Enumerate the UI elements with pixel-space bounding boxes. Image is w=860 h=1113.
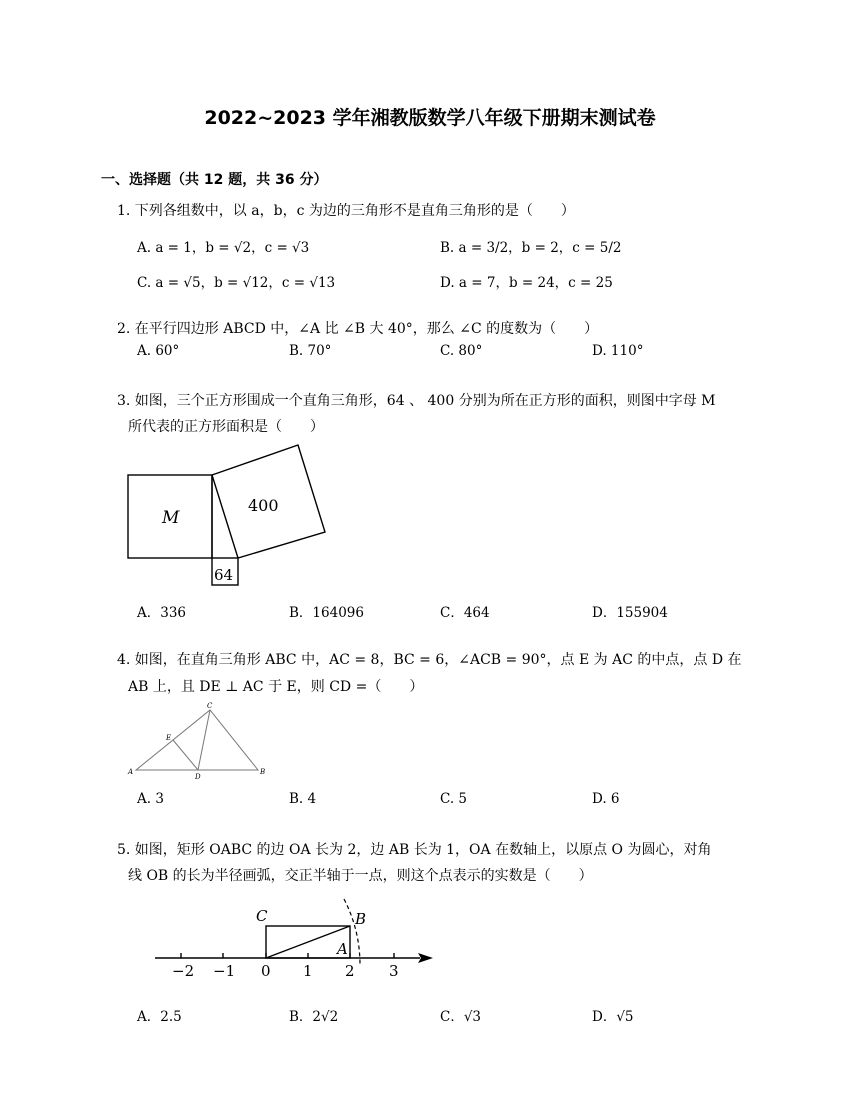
label-m: M bbox=[162, 508, 180, 528]
tick-label: −2 bbox=[172, 962, 195, 980]
q5-option-a: A．2.5 bbox=[137, 1009, 182, 1025]
q1-option-b: B. a = 3/2，b = 2，c = 5/2 bbox=[440, 240, 622, 256]
q4-option-b: B. 4 bbox=[289, 791, 317, 807]
question-1-stem: 1. 下列各组数中，以 a，b，c 为边的三角形不是直角三角形的是（ ） bbox=[117, 203, 575, 219]
q5-option-c: C．√3 bbox=[440, 1009, 482, 1025]
question-3-stem-line1: 3. 如图，三个正方形围成一个直角三角形，64 、 400 分别为所在正方形的面积，则图中字母 M bbox=[117, 393, 716, 409]
q2-option-a: A. 60° bbox=[137, 343, 180, 359]
tick-label: 0 bbox=[261, 962, 271, 980]
tick-label: 2 bbox=[345, 962, 355, 980]
label-a: A bbox=[337, 940, 348, 958]
label-b: B bbox=[355, 910, 367, 928]
question-2-stem: 2. 在平行四边形 ABCD 中，∠A 比 ∠B 大 40°，那么 ∠C 的度数为（ ） bbox=[117, 321, 599, 337]
q2-option-b: B. 70° bbox=[289, 343, 332, 359]
label-400: 400 bbox=[248, 496, 279, 515]
q3-option-d: D．155904 bbox=[592, 605, 668, 621]
section-heading: 一、选择题（共 12 题，共 36 分） bbox=[101, 172, 328, 188]
question-5-stem-line1: 5. 如图，矩形 OABC 的边 OA 长为 2，边 AB 长为 1，OA 在数轴上，以原点 O 为圆心，对角 bbox=[117, 842, 712, 858]
label-64: 64 bbox=[214, 566, 234, 584]
question-4-stem-line2: AB 上，且 DE ⊥ AC 于 E，则 CD =（ ） bbox=[128, 679, 424, 695]
label-c: C bbox=[256, 907, 268, 925]
q1-option-c: C. a = √5，b = √12，c = √13 bbox=[137, 275, 336, 291]
q4-triangle-figure bbox=[128, 702, 273, 782]
q4-option-c: C. 5 bbox=[440, 791, 468, 807]
label-a: A bbox=[128, 768, 134, 776]
label-c: C bbox=[207, 702, 213, 710]
tick-label: −1 bbox=[213, 962, 236, 980]
page-title: 2022~2023 学年湘教版数学八年级下册期末测试卷 bbox=[204, 107, 656, 129]
q1-option-d: D. a = 7，b = 24，c = 25 bbox=[440, 275, 613, 291]
question-3-stem-line2: 所代表的正方形面积是（ ） bbox=[128, 419, 324, 435]
q1-option-a: A. a = 1，b = √2，c = √3 bbox=[137, 240, 310, 256]
q4-option-a: A. 3 bbox=[137, 791, 164, 807]
tick-label: 1 bbox=[303, 962, 313, 980]
q4-option-d: D. 6 bbox=[592, 791, 620, 807]
q5-number-line-figure bbox=[150, 895, 440, 990]
label-b: B bbox=[260, 768, 266, 776]
q3-option-b: B．164096 bbox=[289, 605, 364, 621]
q3-option-a: A．336 bbox=[137, 605, 187, 621]
question-4-stem-line1: 4. 如图，在直角三角形 ABC 中，AC = 8，BC = 6，∠ACB = 90°，点 E 为 AC 的中点，点 D 在 bbox=[117, 652, 742, 668]
q5-option-b: B．2√2 bbox=[289, 1009, 339, 1025]
tick-label: 3 bbox=[389, 962, 399, 980]
q3-option-c: C．464 bbox=[440, 605, 490, 621]
q5-option-d: D．√5 bbox=[592, 1009, 634, 1025]
label-d: D bbox=[195, 773, 201, 781]
question-5-stem-line2: 线 OB 的长为半径画弧，交正半轴于一点，则这个点表示的实数是（ ） bbox=[128, 868, 593, 884]
label-e: E bbox=[166, 734, 172, 742]
q2-option-c: C. 80° bbox=[440, 343, 483, 359]
q3-squares-figure bbox=[126, 445, 326, 590]
q2-option-d: D. 110° bbox=[592, 343, 644, 359]
